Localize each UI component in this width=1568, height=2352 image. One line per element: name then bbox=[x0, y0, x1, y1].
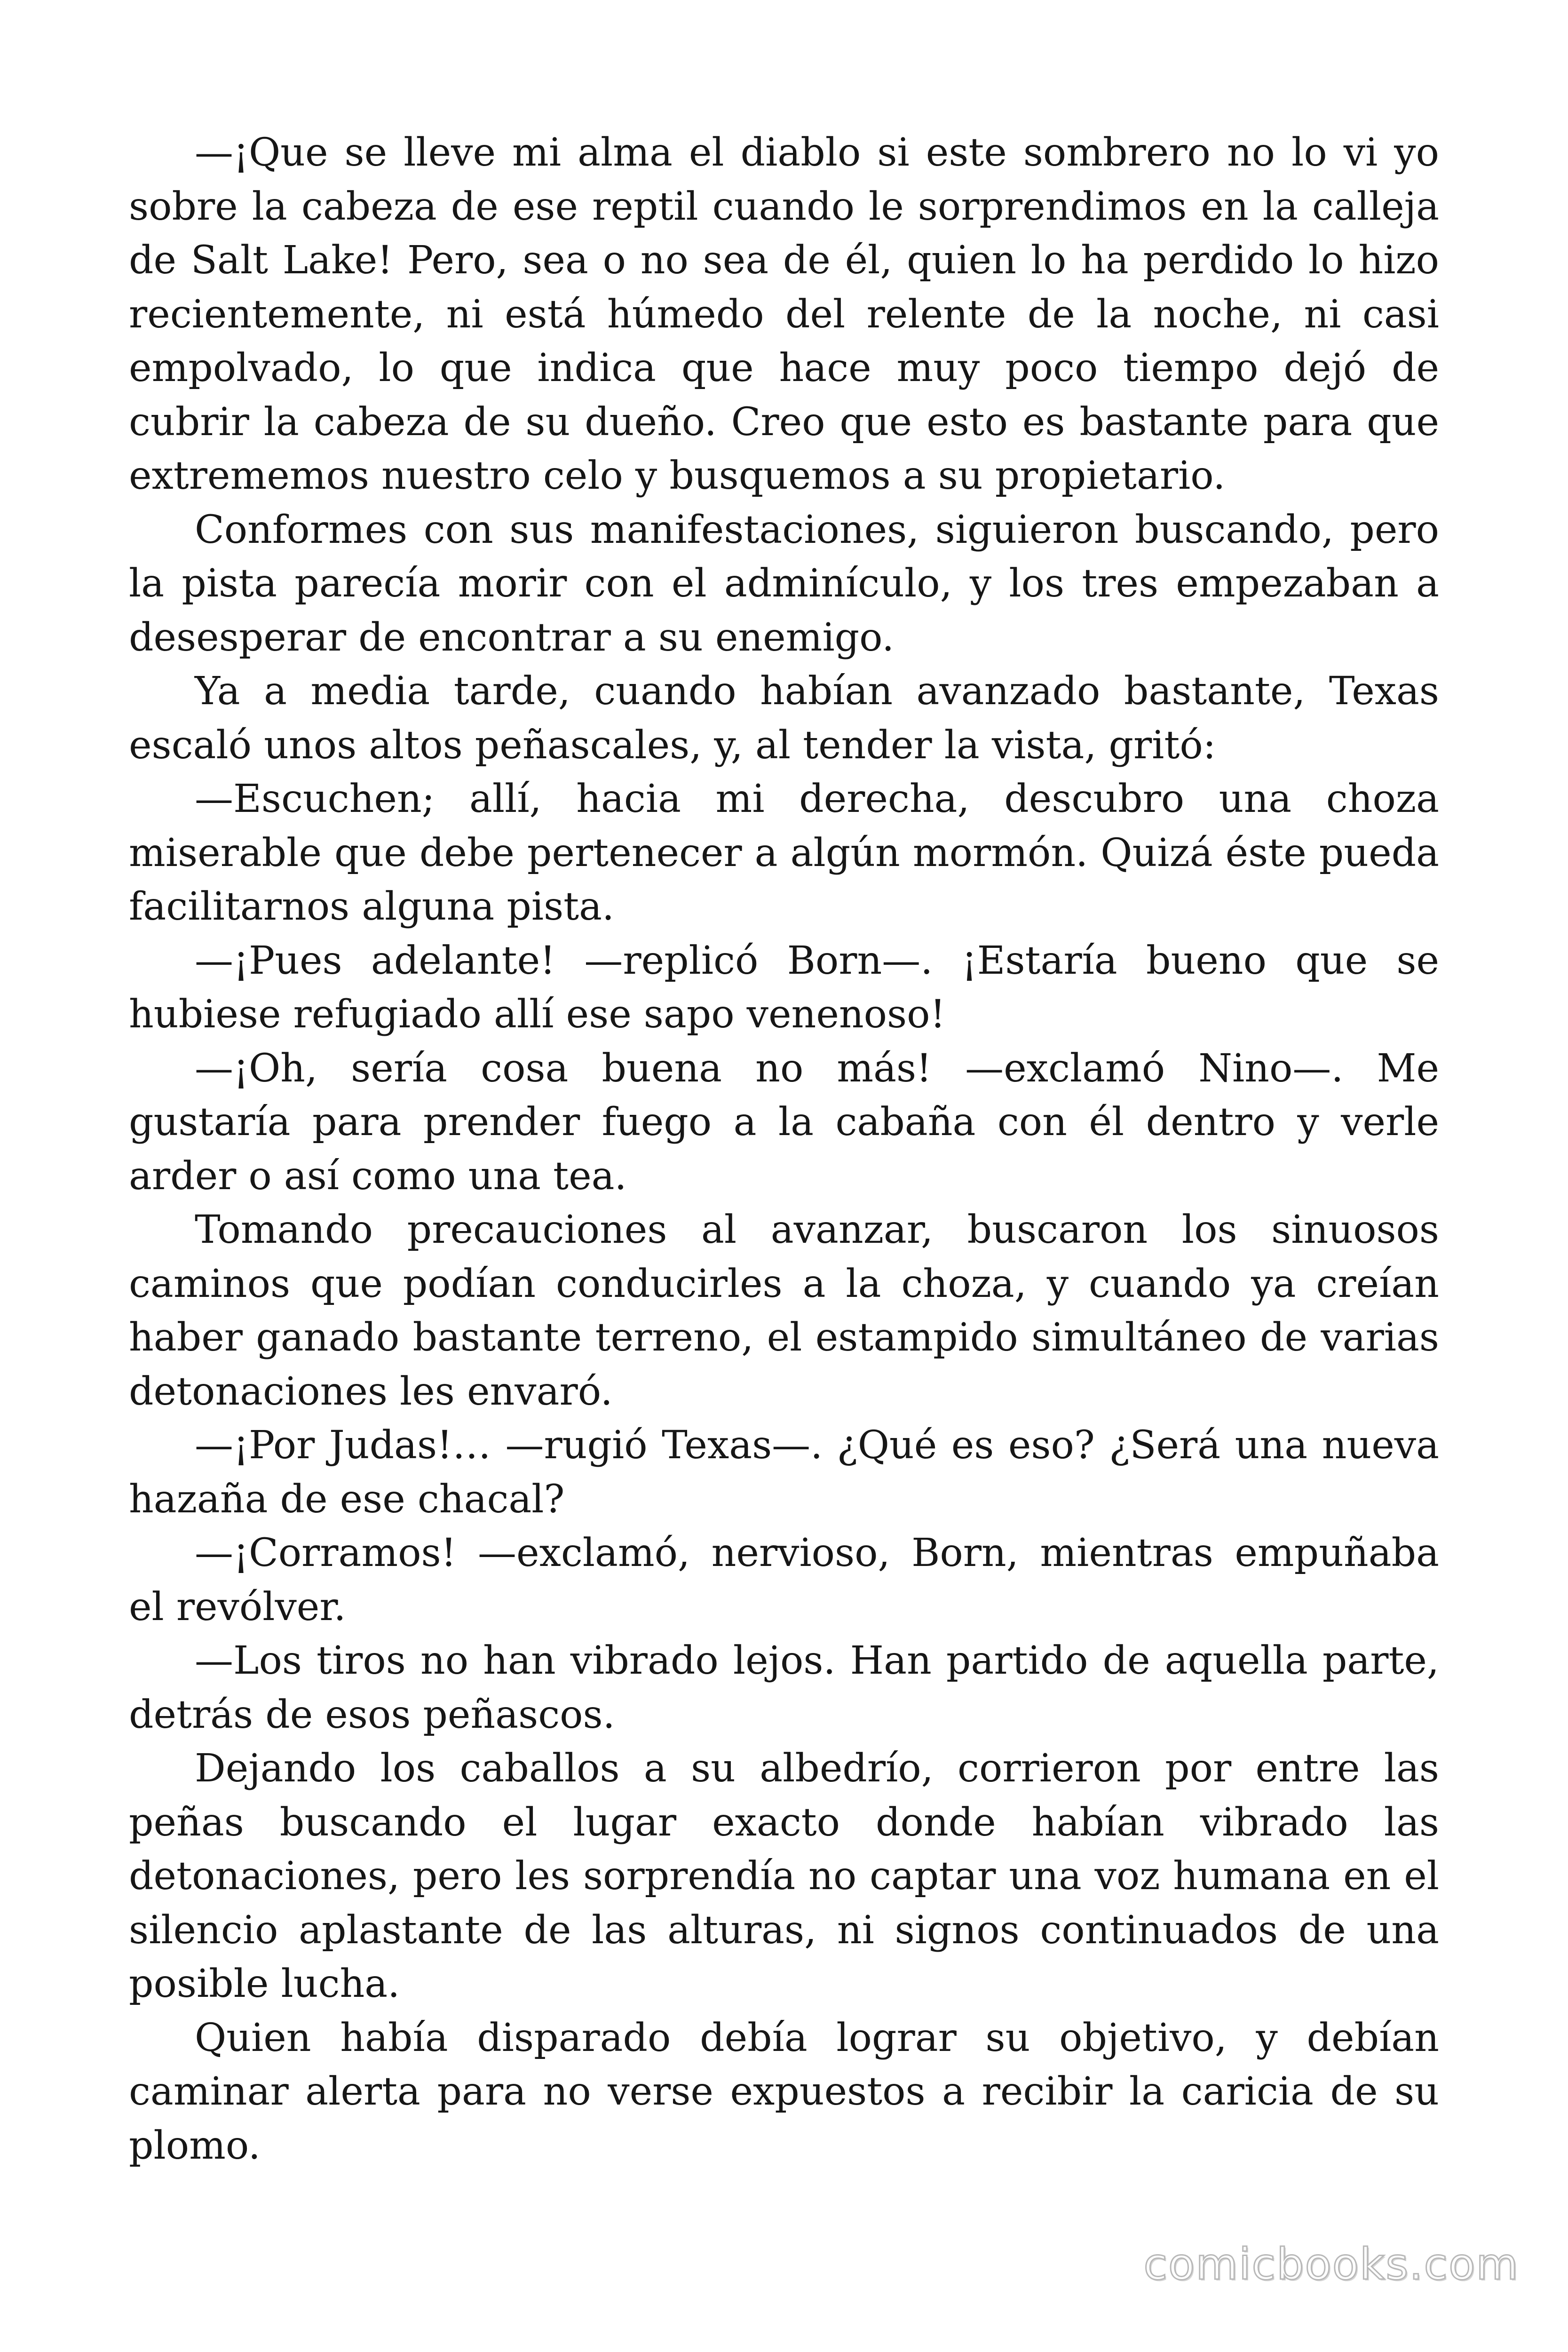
paragraph: —¡Corramos! —exclamó, nervioso, Born, mientras empuñaba el revólver. bbox=[129, 1531, 1439, 1629]
page-body bbox=[129, 126, 1439, 2173]
paragraph: —¡Que se lleve mi alma el diablo si este sombrero no lo vi yo sobre la cabeza de ese reptil cuando le sorprendimos en la calleja de Salt Lake! Pero, sea o no sea de él, quien lo ha perdido lo hizo recientemente, ni está húmedo del relente de la noche, ni casi empolvado, lo que indica que hace muy poco tiempo dejó de cubrir la cabeza de su dueño. Creo que esto es bastante para que extrememos nuestro celo y busquemos a su propietario. bbox=[129, 130, 1439, 498]
paragraph: Dejando los caballos a su albedrío, corrieron por entre las peñas buscando el lugar exacto donde habían vibrado las detonaciones, pero les sorprendía no captar una voz humana en el silencio aplastante de las alturas, ni signos continuados de una posible lucha. bbox=[129, 1746, 1439, 2006]
watermark: comicbooks.com bbox=[1143, 2239, 1519, 2289]
paragraph: —Escuchen; allí, hacia mi derecha, descubro una choza miserable que debe pertenecer a algún mormón. Quizá éste pueda facilitarnos alguna pista. bbox=[129, 777, 1439, 929]
paragraph: Conformes con sus manifestaciones, siguieron buscando, pero la pista parecía morir con el adminículo, y los tres empezaban a desesperar de encontrar a su enemigo. bbox=[129, 507, 1439, 660]
paragraph: —¡Por Judas!… —rugió Texas—. ¿Qué es eso? ¿Será una nueva hazaña de ese chacal? bbox=[129, 1423, 1439, 1522]
paragraph: Ya a media tarde, cuando habían avanzado bastante, Texas escaló unos altos peñascales, y, al tender la vista, gritó: bbox=[129, 669, 1439, 768]
paragraph: —¡Oh, sería cosa buena no más! —exclamó Nino—. Me gustaría para prender fuego a la cabaña con él dentro y verle arder o así como una tea. bbox=[129, 1046, 1439, 1199]
paragraph: —Los tiros no han vibrado lejos. Han partido de aquella parte, detrás de esos peñascos. bbox=[129, 1638, 1439, 1737]
paragraph: Tomando precauciones al avanzar, buscaron los sinuosos caminos que podían conducirles a la choza, y cuando ya creían haber ganado bastante terreno, el estampido simultáneo de varias detonaciones les envaró. bbox=[129, 1208, 1439, 1414]
paragraph: Quien había disparado debía lograr su objetivo, y debían caminar alerta para no verse expuestos a recibir la caricia de su plomo. bbox=[129, 2015, 1439, 2168]
paragraph: —¡Pues adelante! —replicó Born—. ¡Estaría bueno que se hubiese refugiado allí ese sapo venenoso! bbox=[129, 938, 1439, 1037]
